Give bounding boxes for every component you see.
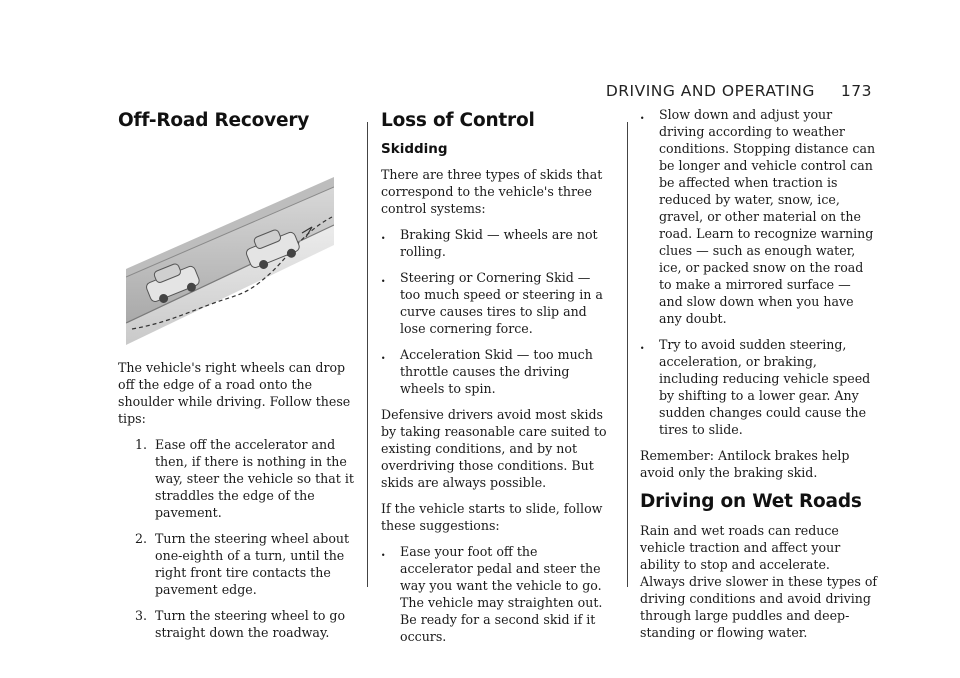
paragraph: Defensive drivers avoid most skids by taking reasonable care suited to existing conditions, and by not overdriving those conditions. But skids are always possible. xyxy=(381,407,607,490)
list-item xyxy=(640,336,878,438)
off-road-recovery-illustration xyxy=(126,173,334,345)
list-item xyxy=(381,269,609,337)
step-text: Turn the steering wheel to go straight down the roadway. xyxy=(155,608,346,640)
list-item xyxy=(381,543,609,645)
paragraph: Rain and wet roads can reduce vehicle traction and affect your ability to stop and accelerate. Always drive slower in these types of driving conditions and avoid driving through large puddles and deep-standing or flowing water. xyxy=(640,523,878,640)
list-item xyxy=(381,346,609,397)
remember-note: Remember: Antilock brakes help avoid only the braking skid. xyxy=(640,448,850,480)
column-divider xyxy=(367,122,368,587)
step-number: 3. xyxy=(134,608,147,623)
recovery-steps xyxy=(118,436,358,641)
bullet-text: Braking Skid — wheels are not rolling. xyxy=(400,227,598,259)
bullet-glyph: . xyxy=(381,270,386,285)
intro-paragraph: There are three types of skids that correspond to the vehicle's three control systems: xyxy=(381,167,603,216)
bullet-text: Slow down and adjust your driving according to weather conditions. Stopping distance can be longer and vehicle control can be affected when traction is reduced by water, snow, ice, gravel, or other material on the road. Learn to recognize warning clues — such as enough water, ice, or packed snow on the road to make a mirrored surface — and slow down when you have any doubt. xyxy=(659,107,876,326)
step-text: Turn the steering wheel about one-eighth of a turn, until the right front tire contacts the pavement edge. xyxy=(155,531,350,597)
header-section: DRIVING AND OPERATING xyxy=(605,82,815,100)
bullet-text: Ease your foot off the accelerator pedal and steer the way you want the vehicle to go. The vehicle may straighten out. Be ready for a second skid if it occurs. xyxy=(400,544,603,644)
bullet-glyph: . xyxy=(381,544,386,559)
bullet-glyph: . xyxy=(381,347,386,362)
section-title: Loss of Control xyxy=(381,110,535,131)
step-text: Ease off the accelerator and then, if there is nothing in the way, steer the vehicle so that it straddles the edge of the pavement. xyxy=(155,437,354,520)
list-item xyxy=(118,436,358,521)
step-number: 1. xyxy=(134,437,147,452)
list-item xyxy=(640,106,878,327)
column-continued xyxy=(640,106,878,650)
bullet-text: Steering or Cornering Skid — too much speed or steering in a curve causes tires to slip and lose cornering force. xyxy=(400,270,603,336)
suggestions-list-continued xyxy=(640,106,878,438)
bullet-text: Acceleration Skid — too much throttle causes the driving wheels to spin. xyxy=(400,347,593,396)
suggestions-list xyxy=(381,543,609,645)
step-number: 2. xyxy=(134,531,147,546)
column-off-road-recovery xyxy=(118,106,358,650)
list-item xyxy=(381,226,609,260)
bullet-glyph: . xyxy=(640,337,645,352)
bullet-glyph: . xyxy=(381,227,386,242)
column-loss-of-control xyxy=(381,106,609,654)
page-number: 173 xyxy=(840,82,872,100)
skid-types-list xyxy=(381,226,609,397)
subsection-title: Skidding xyxy=(381,141,448,157)
list-item xyxy=(118,530,358,598)
bullet-glyph: . xyxy=(640,107,645,122)
section-title: Off-Road Recovery xyxy=(118,110,310,131)
bullet-text: Try to avoid sudden steering, acceleration, or braking, including reducing vehicle speed by shifting to a lower gear. Any sudden changes could cause the tires to slide. xyxy=(659,337,871,437)
running-header xyxy=(606,82,872,100)
intro-paragraph: The vehicle's right wheels can drop off the edge of a road onto the shoulder while driving. Follow these tips: xyxy=(118,360,351,426)
column-divider xyxy=(627,122,628,587)
section-title: Driving on Wet Roads xyxy=(640,491,862,512)
list-item xyxy=(118,607,358,641)
paragraph: If the vehicle starts to slide, follow these suggestions: xyxy=(381,501,603,533)
